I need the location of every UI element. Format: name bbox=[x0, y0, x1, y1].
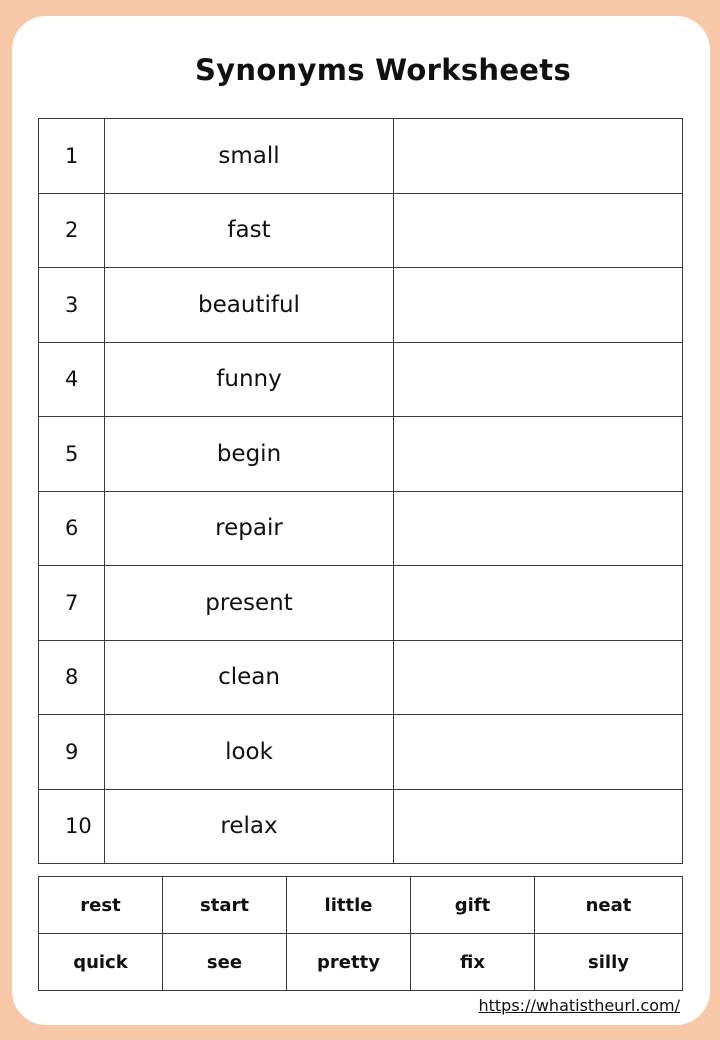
word-bank-item: quick bbox=[39, 934, 163, 991]
row-number: 9 bbox=[39, 715, 105, 790]
answer-cell[interactable] bbox=[394, 119, 683, 194]
word-bank-item: see bbox=[163, 934, 287, 991]
answer-cell[interactable] bbox=[394, 491, 683, 566]
answer-cell[interactable] bbox=[394, 193, 683, 268]
row-number: 3 bbox=[39, 268, 105, 343]
table-row bbox=[39, 268, 683, 343]
table-row bbox=[39, 119, 683, 194]
row-word: begin bbox=[105, 417, 394, 492]
answer-cell[interactable] bbox=[394, 640, 683, 715]
word-bank-item: start bbox=[163, 877, 287, 934]
word-bank-item: fix bbox=[411, 934, 535, 991]
row-word: funny bbox=[105, 342, 394, 417]
answer-cell[interactable] bbox=[394, 789, 683, 864]
row-word: repair bbox=[105, 491, 394, 566]
table-row bbox=[39, 640, 683, 715]
worksheet-card bbox=[12, 16, 710, 1025]
row-word: small bbox=[105, 119, 394, 194]
row-number: 6 bbox=[39, 491, 105, 566]
word-bank-item: rest bbox=[39, 877, 163, 934]
row-word: clean bbox=[105, 640, 394, 715]
table-row bbox=[39, 715, 683, 790]
table-row bbox=[39, 342, 683, 417]
word-bank-item: gift bbox=[411, 877, 535, 934]
answer-cell[interactable] bbox=[394, 342, 683, 417]
answer-cell[interactable] bbox=[394, 417, 683, 492]
row-number: 10 bbox=[39, 789, 105, 864]
row-word: fast bbox=[105, 193, 394, 268]
table-row bbox=[39, 417, 683, 492]
row-word: beautiful bbox=[105, 268, 394, 343]
word-bank-row bbox=[39, 877, 683, 934]
word-bank bbox=[38, 876, 683, 991]
footer-url-link[interactable]: https://whatistheurl.com/ bbox=[478, 996, 680, 1015]
answer-cell[interactable] bbox=[394, 268, 683, 343]
row-number: 1 bbox=[39, 119, 105, 194]
row-number: 7 bbox=[39, 566, 105, 641]
answer-cell[interactable] bbox=[394, 715, 683, 790]
table-row bbox=[39, 491, 683, 566]
row-word: relax bbox=[105, 789, 394, 864]
table-row bbox=[39, 789, 683, 864]
row-number: 4 bbox=[39, 342, 105, 417]
table-row bbox=[39, 566, 683, 641]
word-bank-item: pretty bbox=[287, 934, 411, 991]
row-number: 5 bbox=[39, 417, 105, 492]
row-number: 2 bbox=[39, 193, 105, 268]
word-bank-item: neat bbox=[535, 877, 683, 934]
row-number: 8 bbox=[39, 640, 105, 715]
answer-cell[interactable] bbox=[394, 566, 683, 641]
word-bank-row bbox=[39, 934, 683, 991]
row-word: look bbox=[105, 715, 394, 790]
page-title: Synonyms Worksheets bbox=[194, 53, 572, 87]
table-row bbox=[39, 193, 683, 268]
word-bank-item: silly bbox=[535, 934, 683, 991]
synonym-table bbox=[38, 118, 683, 864]
row-word: present bbox=[105, 566, 394, 641]
word-bank-item: little bbox=[287, 877, 411, 934]
